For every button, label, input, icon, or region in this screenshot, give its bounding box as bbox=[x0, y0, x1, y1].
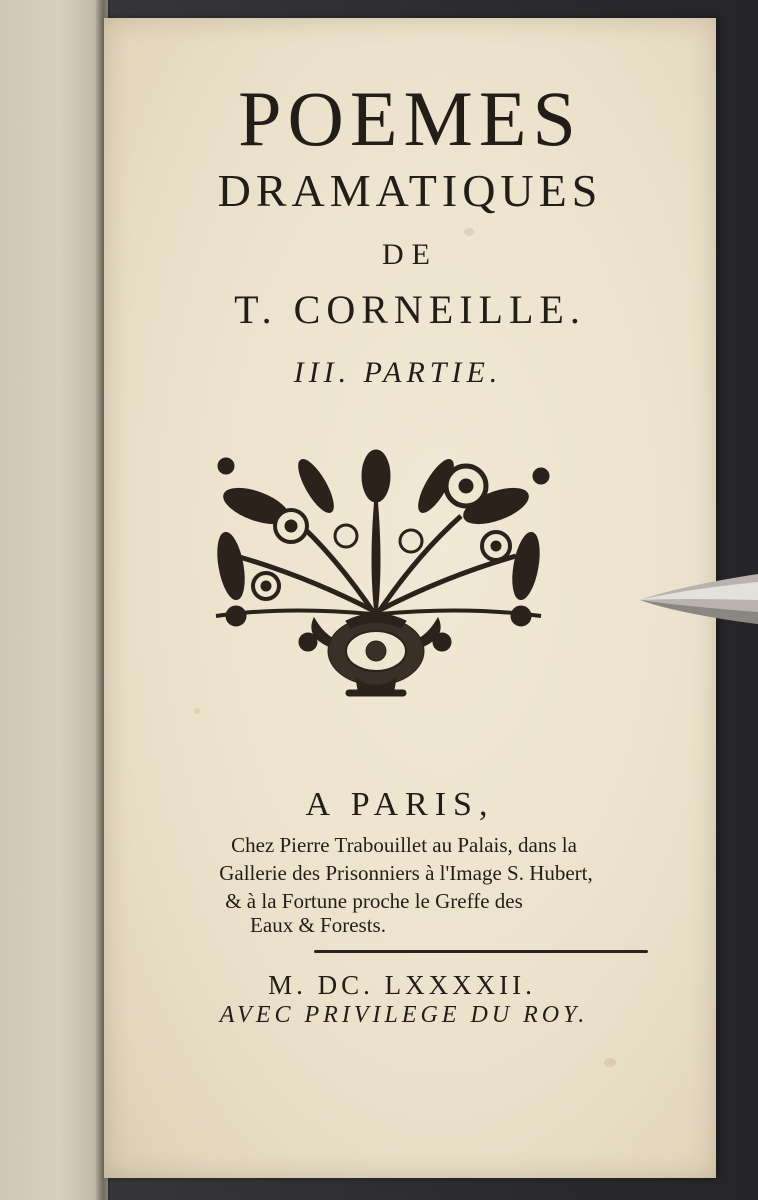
imprint-line-4: Eaux & Forests. bbox=[250, 913, 386, 937]
page-pointer-tool bbox=[640, 560, 758, 640]
title-dramatiques: DRAMATIQUES bbox=[217, 165, 603, 216]
foxing-spot bbox=[194, 708, 200, 714]
imprint-line-3: & à la Fortune proche le Greffe des bbox=[225, 889, 523, 913]
divider-rule bbox=[314, 950, 648, 953]
royal-privilege: AVEC PRIVILEGE DU ROY. bbox=[219, 1002, 589, 1028]
title-de: DE bbox=[382, 238, 438, 271]
imprint-line-2: Gallerie des Prisonniers à l'Image S. Hubert, bbox=[219, 861, 593, 885]
author-name: T. CORNEILLE. bbox=[234, 287, 586, 332]
publication-date: M. DC. LXXXXII. bbox=[268, 970, 536, 1000]
foxing-spot bbox=[604, 1058, 616, 1067]
flower-vase-ornament-icon bbox=[196, 446, 566, 708]
title-poemes: POEMES bbox=[238, 75, 582, 162]
imprint-line-1: Chez Pierre Trabouillet au Palais, dans la bbox=[231, 833, 577, 857]
volume-part: III. PARTIE. bbox=[293, 356, 503, 389]
imprint-city: A PARIS, bbox=[305, 786, 495, 823]
left-page-leaf bbox=[0, 0, 108, 1200]
foxing-spot bbox=[464, 228, 474, 236]
